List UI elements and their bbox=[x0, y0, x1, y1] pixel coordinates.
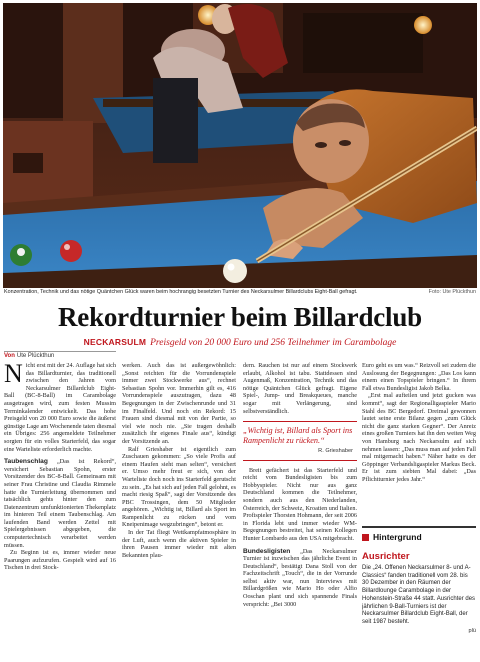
paragraph-text: dern. Rauchen ist nur auf einem Stockwerk erlaubt, Alkohol ist tabu. Stattdessen sind Augenmaß, Konzentration, Technik und das nötige Quäntchen Glück gefragt. Eigene Spiel-, Jump- und Breakqueues, manche sogar mit Verlängerung, sind selbstverständlich. bbox=[243, 362, 357, 415]
paragraph-text: icht erst mit der 24. Auflage hat sich das Billardturnier, das traditionell zwischen den Jahren vom Neckarsulmer Billardclub Eight-Ball (BC-8-Ball) im Carambolage ausgetragen wird, zum festen Mussim Terminkalender entwickelt. Das hohe Preisgeld von 20 000 Euro sowie die äußerst günstige Lage am Wochenende taten diesmal ein Übriges: 256 angemeldete Teilnehmer sorgten für ein volles Starterfeld, das sogar eine Warteliste erforderlich machte. bbox=[4, 362, 116, 453]
body-paragraph bbox=[122, 446, 236, 530]
billiard-scene-image bbox=[3, 3, 477, 288]
article-photo bbox=[3, 3, 477, 288]
article-headline: Rekordturnier beim Billardclub bbox=[57, 302, 422, 332]
photo-credit: Foto: Ute Plückthun bbox=[428, 289, 476, 295]
dateline-location: NECKARSULM bbox=[83, 337, 147, 347]
paragraph-text: Zu Beginn ist es, immer wieder neue Paarungen aufzurufen. Gespielt wird auf 16 Tischen in drei Stock- bbox=[4, 549, 116, 572]
body-paragraph bbox=[243, 362, 357, 415]
paragraph-text: werken. Auch das ist außergewöhnlich: „Sonst reichten für die Vorrundenspiele immer zwei Stockwerke aus“, rechnet Sebastian Spohn vor. Immerhin gilt es, 416 Vorrundenspiele auszutragen, dazu 48 Begegnungen in der Zwischenrunde und 31 im Finalfeld. Und noch ein Rekord: 15 Frauen sind diesmal mit von der Partie, so viel wie noch nie. „Sie tragen deshalb zusätzlich ihr eigenes Finale aus“, kündigt der Vorsitzende an. bbox=[122, 362, 236, 445]
paragraph-text: In der Tat fliegt Wettkampfatmosphäre in der Luft, auch wenn die aktiven Spieler in ihren Pausen immer wieder mit alten Bekannten plau- bbox=[122, 529, 236, 559]
info-box-section-label: Hintergrund bbox=[373, 532, 422, 542]
body-paragraph bbox=[362, 362, 476, 392]
body-paragraph bbox=[122, 529, 236, 559]
body-paragraph bbox=[243, 548, 357, 609]
byline-prefix: Von bbox=[4, 353, 15, 359]
byline-author: Ute Plückthun bbox=[16, 353, 55, 359]
body-paragraph bbox=[243, 467, 357, 543]
paragraph-text: Breit gefächert ist das Starterfeld und reicht vom Bundesligisten bis zum Hobbyspieler. Nicht nur aus ganz Deutschland kommen die Teilnehmer, sondern auch aus den Niederlanden, Österreich, der Schweiz, Kroatien und Italien. Profispieler Thorsten Hohmann, der seit 2006 in Florida lebt und immer wieder WM-Begegnungen bestreitet, hat seinen Kollegen Hunter Lombardo aus den USA mitgebracht. bbox=[243, 466, 357, 542]
pull-quote bbox=[243, 421, 357, 460]
info-box-title: Ausrichter bbox=[362, 551, 410, 562]
paragraph-text: „Das ist Rekord“, versichert Sebastian Spohn, erster Vorsitzender des BC-8-Ball. Gemeinsam mit seiner Frau Christine und Claudia Rimmele hatte die Turnierleitung übernommen und tatsächlich gehts hinter den zum Datenzentrum umfunktionierten Thekenplatz im hinteren Teil einem Taubenschlag. Am laufenden Band werden Zettel mit Spielergebnissen abgegeben, die computertechnisch verarbeitet werden müssen. bbox=[4, 458, 116, 549]
info-box-signature: plü bbox=[468, 627, 476, 634]
body-paragraph bbox=[122, 362, 236, 446]
photo-caption-row bbox=[4, 289, 476, 299]
pull-quote-text: „Wichtig ist, Billard als Sport ins Rampenlicht zu rücken.“ bbox=[243, 426, 353, 445]
text-column-2 bbox=[122, 362, 236, 658]
paragraph-text: Euro geht es um was.“ Reizvoll sei zudem die Auslosung der Begegnungen: „Das Los kann einem einen Topspieler bringen.“ In ihrem Fall etwa Bundesligist Jakob Belka. bbox=[362, 362, 476, 392]
paragraph-text: „Das Neckarsulmer Turnier ist inzwischen das jährliche Event in Deutschland“, bestätigt Dana Stoll von der Fachzeitschrift „Touch“, die in der Vorrunde selbst aktiv war, nun Interviews mit Billardgrößen wie Mario Ho oder Alfio Ooschan plant und sich spannende Finals verspricht: „Bei 3000 bbox=[243, 547, 357, 608]
text-column-1 bbox=[4, 362, 116, 658]
info-box-header bbox=[362, 526, 476, 542]
body-paragraph bbox=[4, 549, 116, 572]
square-bullet-icon bbox=[362, 534, 369, 541]
pull-quote-author: R. Grieshaber bbox=[318, 447, 353, 454]
subheading-runin: Taubenschlag bbox=[4, 458, 48, 466]
paragraph-text: Ralf Grieshaber ist eigentlich zum Zuschauen gekommen: „So viele Profis auf einem Haufen sieht man selten“, versichert er. Umso mehr freut er sich, von der Warteliste doch noch ins Starterfeld gerutscht zu sein. „Es hat sich auf jeden Fall gelohnt, es macht riesig Spaß“, sagt der Vorsitzende des PBC Trossingen, dem 50 Mitglieder angehören. „Wichtig ist, Billard als Sport im Rampenlicht zu rücken und vom Kneipenimage wegzubringen“, betont er. bbox=[122, 445, 236, 529]
text-column-3 bbox=[243, 362, 357, 658]
background-info-box bbox=[362, 526, 476, 660]
article-deck: Preisgeld von 20 000 Euro und 256 Teilnehmer im Carambolage bbox=[150, 338, 397, 348]
body-paragraph bbox=[362, 392, 476, 483]
paragraph-text: „Erst mal aufteilen und jetzt gucken was kommt“, sagt der Regionalligaspieler Mario Stahl des BC Bergedorf. Dreimal gewonnen lautet seine erste Bilanz gegen „zum Glück nicht die ganz starken Gegner“. Der Anreiz eines großen Turniers hat ihn den weiten Weg von Hamburg nach Neckarsulm auf sich nehmen lassen: „Das muss man auf jeden Fall mal mitgemacht haben.“ Näher hatte es der Göppinger Verbandsligaspieler Markus Beck. Er ist zum siebten Mal dabei: „Das Pflichtturnier jedes Jahr.“ bbox=[362, 392, 476, 483]
article-subline bbox=[0, 337, 480, 348]
byline bbox=[4, 351, 116, 359]
text-column-4 bbox=[362, 362, 476, 522]
photo-caption: Konzentration, Technik und das nötige Quäntchen Glück waren beim hochrangig besetzten Turnier des Neckarsulmer Billardclubs Eight-Ball gefragt. bbox=[4, 289, 358, 295]
drop-cap: N bbox=[4, 362, 23, 388]
body-paragraph bbox=[4, 458, 116, 549]
body-paragraph bbox=[4, 362, 116, 453]
subheading-runin: Bundesligisten bbox=[243, 547, 291, 555]
info-box-text: Die „24. Offenen Neckarsulmer 8- und A-Classics“ fanden traditionell vom 28. bis 30 Dezember in den Räumen der Billardlounge Carambolage in der Hohenstein-Straße 44 statt. Ausrichter des jährlichen 9-Ball-Turniers ist der Neckarsulmer Billardclub Eight-Ball, der seit 1987 besteht. bbox=[362, 565, 476, 625]
